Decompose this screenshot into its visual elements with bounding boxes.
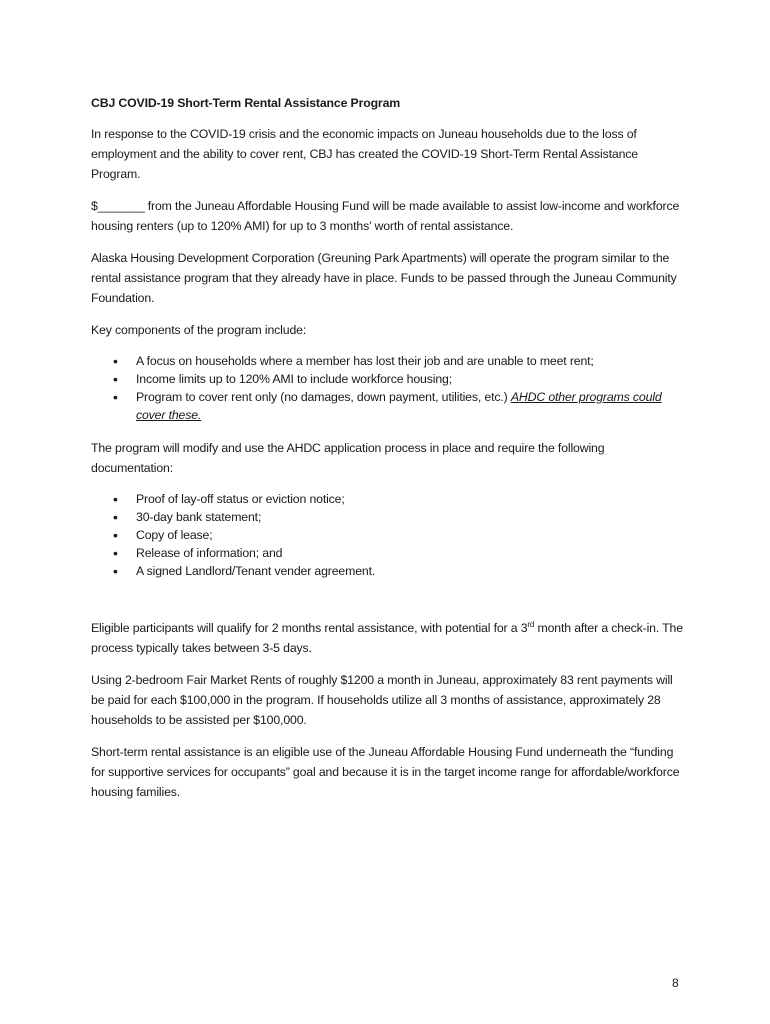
eligible-use-paragraph: Short-term rental assistance is an eligible use of the Juneau Affordable Housing Fund underneath the “funding for supportive services for occupants” goal and because it is in the target income range for affordable/workforce housing families.: [91, 745, 680, 799]
operator-paragraph: Alaska Housing Development Corporation (Greuning Park Apartments) will operate the program similar to the rental assistance program that they already have in place. Funds to be passed through the Juneau Community Foundation.: [91, 251, 677, 305]
list-item-text: Proof of lay-off status or eviction notice;: [136, 492, 345, 506]
section-spacer: [91, 594, 687, 618]
eligibility-text-continued: month after a check-in. The process typically takes between 3-5 days.: [91, 621, 683, 655]
intro-paragraph: In response to the COVID-19 crisis and the economic impacts on Juneau households due to the loss of employment and the ability to cover rent, CBJ has created the COVID-19 Short-Term Rental Assistance Program.: [91, 127, 638, 181]
list-item-text: Release of information; and: [136, 546, 283, 560]
list-item-text: A signed Landlord/Tenant vender agreement.: [136, 564, 376, 578]
bullet-icon: •: [113, 563, 118, 579]
list-item-text: A focus on households where a member has lost their job and are unable to meet rent;: [136, 354, 594, 368]
list-item-text: Program to cover rent only (no damages, down payment, utilities, etc.): [136, 390, 511, 404]
list-item-text: Copy of lease;: [136, 528, 213, 542]
eligibility-text: Eligible participants will qualify for 2 months rental assistance, with potential for a 3: [91, 621, 528, 635]
list-item: [91, 490, 687, 508]
list-item: [91, 562, 687, 580]
bullet-icon: •: [113, 545, 118, 561]
list-item-text: Income limits up to 120% AMI to include workforce housing;: [136, 372, 452, 386]
list-item: [91, 526, 687, 544]
ordinal-superscript: rd: [527, 619, 535, 629]
bullet-icon: •: [113, 509, 118, 525]
document-body: [91, 94, 687, 814]
bullet-icon: •: [113, 527, 118, 543]
page-number: 8: [672, 976, 679, 990]
list-item: [91, 370, 687, 388]
list-item: [91, 388, 687, 424]
bullet-icon: •: [113, 353, 118, 369]
key-components-list: [91, 352, 687, 424]
list-item: [91, 544, 687, 562]
bullet-icon: •: [113, 389, 118, 405]
list-item-text: 30-day bank statement;: [136, 510, 262, 524]
key-components-intro: Key components of the program include:: [91, 323, 307, 337]
fair-market-rent-paragraph: Using 2-bedroom Fair Market Rents of roughly $1200 a month in Juneau, approximately 83 rent payments will be paid for each $100,000 in the program. If households utilize all 3 months of assistance, approximately 28 households to be assisted per $100,000.: [91, 673, 673, 727]
eligibility-paragraph: [91, 618, 687, 658]
funding-paragraph: $_______ from the Juneau Affordable Housing Fund will be made available to assist low-income and workforce housing renters (up to 120% AMI) for up to 3 months’ worth of rental assistance.: [91, 199, 680, 233]
list-item: [91, 508, 687, 526]
documentation-intro: The program will modify and use the AHDC application process in place and require the following documentation:: [91, 441, 605, 475]
emphasis-note: AHDC other programs could cover these.: [136, 390, 662, 422]
bullet-icon: •: [113, 371, 118, 387]
list-item: [91, 352, 687, 370]
document-title: CBJ COVID-19 Short-Term Rental Assistance Program: [91, 96, 401, 110]
documentation-list: [91, 490, 687, 580]
bullet-icon: •: [113, 491, 118, 507]
